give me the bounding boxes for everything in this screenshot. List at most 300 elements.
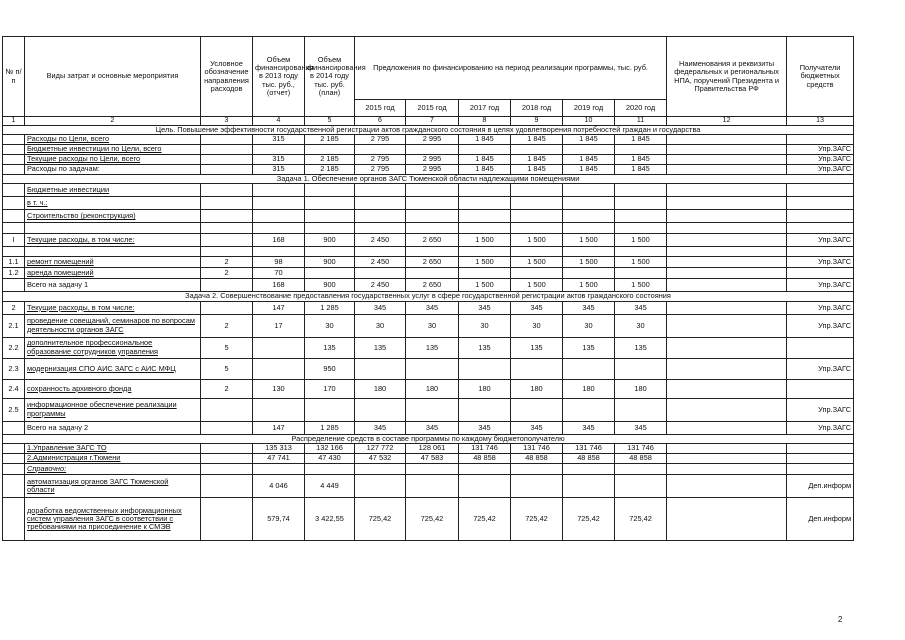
value-year	[355, 210, 406, 223]
section-row	[3, 434, 854, 443]
section-row	[3, 292, 854, 301]
value-year	[355, 223, 406, 234]
value-year: 1 500	[615, 257, 667, 268]
value-year	[406, 358, 459, 379]
value-2014: 1 285	[305, 421, 355, 434]
value-year	[615, 268, 667, 279]
value-year: 725,42	[355, 497, 406, 540]
value-year: 131 746	[459, 443, 511, 453]
value-2013: 315	[253, 165, 305, 175]
row-name: ремонт помещений	[25, 257, 201, 268]
value-year	[406, 145, 459, 155]
value-year: 345	[355, 301, 406, 314]
header-year: 2017 год	[459, 100, 511, 117]
table-row	[3, 337, 854, 358]
header-symbol: Условное обозначение направления расходов	[201, 37, 253, 117]
legal-acts-cell	[667, 223, 787, 234]
row-symbol	[201, 398, 253, 421]
value-year: 1 500	[459, 234, 511, 247]
table-row	[3, 474, 854, 497]
value-year: 1 845	[615, 165, 667, 175]
value-year	[615, 358, 667, 379]
row-symbol	[201, 234, 253, 247]
value-year	[563, 358, 615, 379]
value-2013	[253, 223, 305, 234]
section-row	[3, 175, 854, 184]
value-year	[459, 184, 511, 197]
value-year: 1 500	[511, 234, 563, 247]
value-2013: 579,74	[253, 497, 305, 540]
value-year	[459, 398, 511, 421]
recipient-cell: Упр.ЗАГС	[787, 257, 854, 268]
table-row	[3, 453, 854, 463]
table-row	[3, 497, 854, 540]
legal-acts-cell	[667, 155, 787, 165]
recipient-cell	[787, 337, 854, 358]
value-year: 30	[615, 314, 667, 337]
row-number: 2.1	[3, 314, 25, 337]
value-year	[511, 358, 563, 379]
value-year	[511, 223, 563, 234]
row-name: автоматизация органов ЗАГС Тюменской области	[25, 474, 201, 497]
column-number: 9	[511, 117, 563, 126]
row-symbol	[201, 463, 253, 474]
task1-title: Задача 1. Обеспечение органов ЗАГС Тюменской области надлежащими помещениями	[3, 175, 854, 184]
row-number: 2	[3, 301, 25, 314]
value-year: 1 845	[459, 135, 511, 145]
row-name: аренда помещений	[25, 268, 201, 279]
recipient-cell	[787, 210, 854, 223]
value-year: 2 995	[406, 155, 459, 165]
legal-acts-cell	[667, 247, 787, 257]
table-row	[3, 463, 854, 474]
row-number: 2.3	[3, 358, 25, 379]
row-number	[3, 463, 25, 474]
value-year: 135	[511, 337, 563, 358]
value-year: 725,42	[615, 497, 667, 540]
column-number: 4	[253, 117, 305, 126]
value-year	[355, 463, 406, 474]
table-row	[3, 145, 854, 155]
value-year: 30	[459, 314, 511, 337]
value-year: 345	[511, 421, 563, 434]
value-2014	[305, 268, 355, 279]
row-number	[3, 165, 25, 175]
column-number: 13	[787, 117, 854, 126]
value-year: 2 650	[406, 279, 459, 292]
value-2013: 70	[253, 268, 305, 279]
header-recipients: Получатели бюджетных средств	[787, 37, 854, 117]
value-2013: 147	[253, 421, 305, 434]
value-year	[511, 463, 563, 474]
value-year	[459, 223, 511, 234]
table-row	[3, 379, 854, 398]
value-year	[459, 145, 511, 155]
row-name: Бюджетные инвестиции	[25, 184, 201, 197]
row-name: Расходы по задачам:	[25, 165, 201, 175]
value-year: 345	[459, 301, 511, 314]
value-year	[563, 474, 615, 497]
value-year: 135	[615, 337, 667, 358]
value-year: 2 450	[355, 234, 406, 247]
recipient-cell	[787, 453, 854, 463]
value-year: 345	[615, 421, 667, 434]
value-year	[615, 398, 667, 421]
value-2013: 130	[253, 379, 305, 398]
row-name: Расходы по Цели, всего	[25, 135, 201, 145]
value-year	[406, 184, 459, 197]
value-year	[563, 268, 615, 279]
value-year	[563, 197, 615, 210]
column-number: 11	[615, 117, 667, 126]
row-name: модернизация СПО АИС ЗАГС с АИС МФЦ	[25, 358, 201, 379]
row-number: I	[3, 234, 25, 247]
value-year	[615, 145, 667, 155]
value-year: 47 583	[406, 453, 459, 463]
row-number	[3, 279, 25, 292]
value-2014	[305, 463, 355, 474]
header-num: № п/п	[3, 37, 25, 117]
value-2013: 315	[253, 155, 305, 165]
value-year	[459, 247, 511, 257]
value-year: 345	[355, 421, 406, 434]
value-year: 2 795	[355, 155, 406, 165]
value-year: 1 500	[459, 257, 511, 268]
header-legal-acts: Наименования и реквизиты федеральных и региональных НПА, поручений Президента и Правительства РФ	[667, 37, 787, 117]
legal-acts-cell	[667, 337, 787, 358]
row-symbol: 5	[201, 337, 253, 358]
table-row	[3, 234, 854, 247]
value-2014: 2 185	[305, 165, 355, 175]
value-year	[511, 247, 563, 257]
value-2013: 147	[253, 301, 305, 314]
value-year: 345	[406, 301, 459, 314]
value-year: 127 772	[355, 443, 406, 453]
table-row	[3, 314, 854, 337]
value-year	[459, 210, 511, 223]
table-row	[3, 268, 854, 279]
recipient-cell: Упр.ЗАГС	[787, 155, 854, 165]
table-body	[3, 125, 854, 540]
value-year: 1 500	[563, 279, 615, 292]
row-name	[25, 223, 201, 234]
value-year	[406, 463, 459, 474]
row-number	[3, 443, 25, 453]
value-2014	[305, 210, 355, 223]
row-name: Бюджетные инвестиции по Цели, всего	[25, 145, 201, 155]
column-number: 3	[201, 117, 253, 126]
legal-acts-cell	[667, 145, 787, 155]
page-number: 2	[838, 615, 843, 624]
row-name: Текущие расходы по Цели, всего	[25, 155, 201, 165]
value-year	[355, 358, 406, 379]
table-row	[3, 247, 854, 257]
table-row	[3, 257, 854, 268]
legal-acts-cell	[667, 301, 787, 314]
row-number: 2.4	[3, 379, 25, 398]
value-year: 1 845	[615, 135, 667, 145]
value-year: 1 845	[563, 165, 615, 175]
column-number: 10	[563, 117, 615, 126]
value-year: 345	[615, 301, 667, 314]
value-year	[563, 223, 615, 234]
value-year: 30	[511, 314, 563, 337]
table-row	[3, 135, 854, 145]
value-year	[406, 197, 459, 210]
row-symbol	[201, 223, 253, 234]
table-row	[3, 443, 854, 453]
legal-acts-cell	[667, 358, 787, 379]
row-symbol	[201, 474, 253, 497]
value-year	[355, 474, 406, 497]
row-symbol	[201, 421, 253, 434]
column-number: 7	[406, 117, 459, 126]
row-number	[3, 421, 25, 434]
recipient-cell: Упр.ЗАГС	[787, 421, 854, 434]
value-year: 2 650	[406, 257, 459, 268]
value-year: 30	[563, 314, 615, 337]
row-number	[3, 155, 25, 165]
value-year: 135	[563, 337, 615, 358]
value-2013	[253, 184, 305, 197]
column-number: 6	[355, 117, 406, 126]
recipient-cell	[787, 135, 854, 145]
recipient-cell	[787, 463, 854, 474]
value-year: 2 995	[406, 135, 459, 145]
row-symbol: 2	[201, 379, 253, 398]
row-symbol	[201, 210, 253, 223]
column-number: 1	[3, 117, 25, 126]
value-2013	[253, 337, 305, 358]
value-year	[615, 197, 667, 210]
value-year: 131 746	[511, 443, 563, 453]
value-year: 135	[406, 337, 459, 358]
value-year: 725,42	[563, 497, 615, 540]
header-proposals: Предложения по финансированию на период реализации программы, тыс. руб.	[355, 37, 667, 100]
row-name	[25, 247, 201, 257]
legal-acts-cell	[667, 463, 787, 474]
value-year: 1 500	[563, 257, 615, 268]
value-year: 1 845	[511, 155, 563, 165]
value-year: 1 500	[615, 279, 667, 292]
row-symbol	[201, 279, 253, 292]
row-name: Всего на задачу 2	[25, 421, 201, 434]
recipient-cell: Упр.ЗАГС	[787, 358, 854, 379]
row-name: сохранность архивного фонда	[25, 379, 201, 398]
value-year: 135	[355, 337, 406, 358]
value-year: 725,42	[406, 497, 459, 540]
value-year: 1 500	[615, 234, 667, 247]
legal-acts-cell	[667, 135, 787, 145]
value-year: 30	[406, 314, 459, 337]
recipient-cell: Упр.ЗАГС	[787, 398, 854, 421]
value-year	[563, 398, 615, 421]
value-year: 180	[459, 379, 511, 398]
header-year: 2015 год	[406, 100, 459, 117]
value-year	[459, 197, 511, 210]
row-symbol	[201, 443, 253, 453]
value-year: 345	[459, 421, 511, 434]
row-symbol: 2	[201, 314, 253, 337]
value-year: 345	[563, 421, 615, 434]
row-name: 1.Управление ЗАГС ТО	[25, 443, 201, 453]
row-name: Всего на задачу 1	[25, 279, 201, 292]
value-year: 131 746	[563, 443, 615, 453]
value-year: 48 858	[563, 453, 615, 463]
legal-acts-cell	[667, 165, 787, 175]
value-year	[511, 268, 563, 279]
value-2014	[305, 398, 355, 421]
recipient-cell	[787, 247, 854, 257]
value-2014: 2 185	[305, 135, 355, 145]
recipient-cell: Упр.ЗАГС	[787, 145, 854, 155]
value-year	[563, 145, 615, 155]
row-symbol	[201, 155, 253, 165]
row-number	[3, 223, 25, 234]
value-year: 2 450	[355, 257, 406, 268]
row-number: 2.2	[3, 337, 25, 358]
legal-acts-cell	[667, 474, 787, 497]
recipient-cell	[787, 268, 854, 279]
value-year: 345	[406, 421, 459, 434]
value-year: 180	[615, 379, 667, 398]
value-year	[563, 184, 615, 197]
legal-acts-cell	[667, 268, 787, 279]
value-year	[563, 247, 615, 257]
row-name: доработка ведомственных информационных систем управления ЗАГС в соответствии с требованиями на присоединение к СМЭВ	[25, 497, 201, 540]
goal-title: Цель. Повышение эффективности государственной регистрации актов гражданского состояния в целях удовлетворения потребностей граждан и государства	[3, 125, 854, 134]
value-2014: 132 166	[305, 443, 355, 453]
row-number	[3, 197, 25, 210]
value-2014: 2 185	[305, 155, 355, 165]
value-year	[355, 247, 406, 257]
value-2014: 47 430	[305, 453, 355, 463]
recipient-cell: Деп.информ	[787, 474, 854, 497]
legal-acts-cell	[667, 234, 787, 247]
value-year	[615, 223, 667, 234]
value-year	[406, 398, 459, 421]
table-header	[3, 37, 854, 126]
row-number	[3, 184, 25, 197]
value-year	[406, 210, 459, 223]
value-year: 1 845	[511, 135, 563, 145]
value-year: 180	[406, 379, 459, 398]
budget-table	[2, 36, 854, 541]
value-year: 2 995	[406, 165, 459, 175]
value-year	[615, 463, 667, 474]
table-row	[3, 165, 854, 175]
value-year: 1 500	[459, 279, 511, 292]
row-number	[3, 474, 25, 497]
value-year	[406, 474, 459, 497]
row-symbol	[201, 197, 253, 210]
value-2014	[305, 145, 355, 155]
value-2014: 4 449	[305, 474, 355, 497]
value-year: 2 450	[355, 279, 406, 292]
value-year: 1 845	[563, 155, 615, 165]
value-year	[563, 463, 615, 474]
column-number: 5	[305, 117, 355, 126]
value-year: 1 845	[459, 165, 511, 175]
value-year: 725,42	[459, 497, 511, 540]
value-year: 1 500	[511, 257, 563, 268]
recipient-cell	[787, 184, 854, 197]
recipient-cell: Упр.ЗАГС	[787, 279, 854, 292]
value-2014	[305, 184, 355, 197]
column-number: 2	[25, 117, 201, 126]
value-year: 1 845	[615, 155, 667, 165]
row-name: дополнительное профессиональное образование сотрудников управления	[25, 337, 201, 358]
value-year	[511, 210, 563, 223]
value-year	[615, 474, 667, 497]
value-year	[511, 398, 563, 421]
legal-acts-cell	[667, 257, 787, 268]
legal-acts-cell	[667, 184, 787, 197]
legal-acts-cell	[667, 453, 787, 463]
table-row	[3, 184, 854, 197]
row-name: в т. ч.:	[25, 197, 201, 210]
value-year: 1 845	[563, 135, 615, 145]
table-row	[3, 358, 854, 379]
value-year	[355, 197, 406, 210]
value-year: 345	[511, 301, 563, 314]
value-2013	[253, 145, 305, 155]
value-year: 2 650	[406, 234, 459, 247]
value-2013: 168	[253, 234, 305, 247]
value-year: 131 746	[615, 443, 667, 453]
row-name: Текущие расходы, в том числе:	[25, 234, 201, 247]
value-year	[406, 268, 459, 279]
value-year: 48 858	[615, 453, 667, 463]
table-row	[3, 210, 854, 223]
header-volume-2013: Объем финансирования в 2013 году тыс. руб., (отчет)	[253, 37, 305, 117]
value-2013	[253, 197, 305, 210]
section-row	[3, 125, 854, 134]
value-year: 2 795	[355, 135, 406, 145]
table-row	[3, 197, 854, 210]
value-year: 48 858	[459, 453, 511, 463]
header-volume-2014: Объем финансирования в 2014 году тыс. руб. (план)	[305, 37, 355, 117]
distribution-title: Распределение средств в составе программы по каждому бюджетополучателю	[3, 434, 854, 443]
value-year	[563, 210, 615, 223]
table-row	[3, 223, 854, 234]
row-symbol: 2	[201, 268, 253, 279]
value-2013: 135 313	[253, 443, 305, 453]
value-year	[355, 268, 406, 279]
value-2014	[305, 247, 355, 257]
header-year: 2018 год	[511, 100, 563, 117]
value-year: 47 532	[355, 453, 406, 463]
value-year	[459, 474, 511, 497]
value-year	[459, 463, 511, 474]
value-year: 1 500	[563, 234, 615, 247]
value-year: 1 500	[511, 279, 563, 292]
legal-acts-cell	[667, 443, 787, 453]
row-symbol	[201, 247, 253, 257]
value-2013	[253, 463, 305, 474]
value-year: 1 845	[459, 155, 511, 165]
row-symbol	[201, 453, 253, 463]
value-2014: 30	[305, 314, 355, 337]
row-symbol	[201, 497, 253, 540]
recipient-cell	[787, 443, 854, 453]
legal-acts-cell	[667, 314, 787, 337]
value-2013	[253, 398, 305, 421]
header-year: 2015 год	[355, 100, 406, 117]
value-2014: 135	[305, 337, 355, 358]
value-year: 1 845	[511, 165, 563, 175]
value-year	[355, 398, 406, 421]
